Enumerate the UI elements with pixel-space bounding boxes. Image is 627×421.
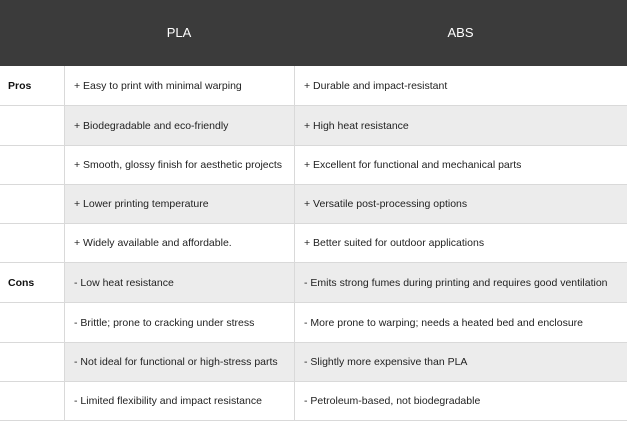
category-label-cons: Cons bbox=[0, 263, 64, 302]
table-row bbox=[0, 106, 627, 146]
table-header bbox=[0, 0, 627, 66]
header-cell-abs: ABS bbox=[447, 25, 474, 40]
table-row bbox=[0, 66, 627, 106]
table-row bbox=[0, 224, 627, 263]
pla-cell: + Widely available and affordable. bbox=[64, 224, 294, 262]
abs-cell: - More prone to warping; needs a heated bed and enclosure bbox=[294, 303, 627, 342]
category-cell bbox=[0, 343, 64, 381]
header-cell-category bbox=[0, 0, 64, 66]
pla-cell: + Biodegradable and eco-friendly bbox=[64, 106, 294, 145]
table-row bbox=[0, 303, 627, 343]
table-row bbox=[0, 263, 627, 303]
abs-cell: - Emits strong fumes during printing and requires good ventilation bbox=[294, 263, 627, 302]
table-row bbox=[0, 185, 627, 224]
abs-cell: + High heat resistance bbox=[294, 106, 627, 145]
abs-cell: + Excellent for functional and mechanical parts bbox=[294, 146, 627, 184]
abs-cell: - Petroleum-based, not biodegradable bbox=[294, 382, 627, 420]
abs-cell: - Slightly more expensive than PLA bbox=[294, 343, 627, 381]
pla-cell: + Smooth, glossy finish for aesthetic projects bbox=[64, 146, 294, 184]
pla-cell: - Limited flexibility and impact resistance bbox=[64, 382, 294, 420]
category-cell bbox=[0, 303, 64, 342]
pla-cell: + Easy to print with minimal warping bbox=[64, 66, 294, 105]
category-cell bbox=[0, 185, 64, 223]
category-label-pros: Pros bbox=[0, 66, 64, 105]
pla-cell: + Lower printing temperature bbox=[64, 185, 294, 223]
pla-cell: - Low heat resistance bbox=[64, 263, 294, 302]
header-cell-pla: PLA bbox=[166, 25, 192, 40]
table-row bbox=[0, 146, 627, 185]
pla-cell: - Not ideal for functional or high-stress parts bbox=[64, 343, 294, 381]
category-cell bbox=[0, 224, 64, 262]
category-cell bbox=[0, 382, 64, 420]
abs-cell: + Better suited for outdoor applications bbox=[294, 224, 627, 262]
pla-cell: - Brittle; prone to cracking under stress bbox=[64, 303, 294, 342]
category-cell bbox=[0, 146, 64, 184]
table-row bbox=[0, 343, 627, 382]
abs-cell: + Versatile post-processing options bbox=[294, 185, 627, 223]
abs-cell: + Durable and impact-resistant bbox=[294, 66, 627, 105]
category-cell bbox=[0, 106, 64, 145]
table-row bbox=[0, 382, 627, 421]
